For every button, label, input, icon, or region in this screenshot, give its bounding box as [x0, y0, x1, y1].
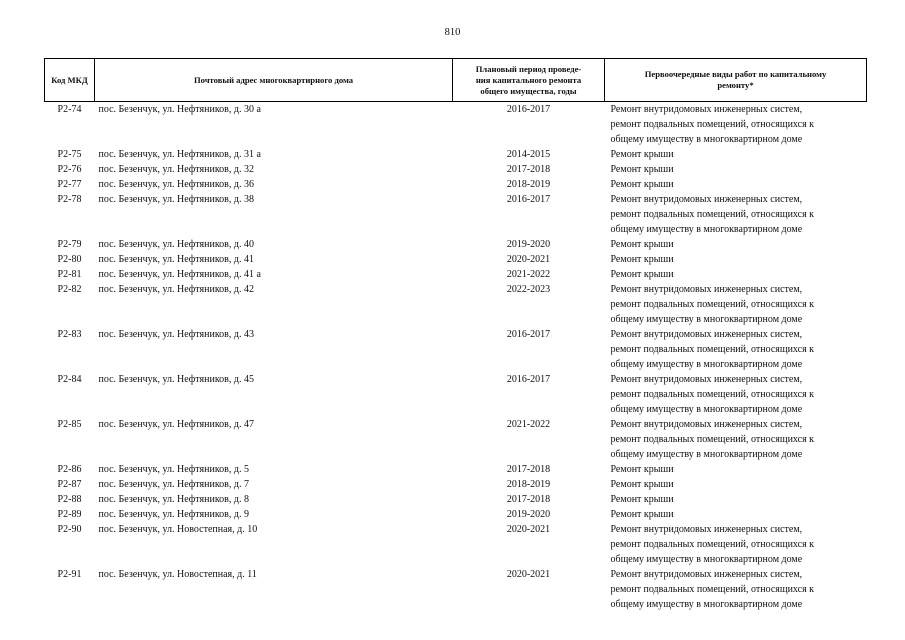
row-address: пос. Безенчук, ул. Нефтяников, д. 40	[98, 239, 254, 250]
row-code: Р2-85	[57, 419, 82, 430]
row-address: пос. Безенчук, ул. Нефтяников, д. 30 а	[98, 104, 261, 115]
row-code: Р2-74	[57, 104, 82, 115]
row-code: Р2-76	[57, 164, 82, 175]
row-code: Р2-86	[57, 464, 82, 475]
row-code: Р2-82	[57, 284, 82, 295]
table-row	[45, 522, 867, 567]
row-period: 2018-2019	[506, 179, 551, 190]
row-address: пос. Безенчук, ул. Новостепная, д. 10	[98, 524, 258, 535]
row-address: пос. Безенчук, ул. Новостепная, д. 11	[98, 569, 257, 580]
row-works: Ремонт крыши	[610, 494, 674, 505]
row-period: 2022-2023	[506, 284, 551, 295]
row-period: 2014-2015	[506, 149, 551, 160]
table-row	[45, 192, 867, 237]
table-row	[45, 327, 867, 372]
row-code: Р2-75	[57, 149, 82, 160]
row-works: Ремонт крыши	[610, 149, 674, 160]
row-works: Ремонт внутридомовых инженерных систем, ремонт подвальных помещений, относящихся к общему имуществу в многоквартирном доме	[610, 419, 815, 460]
table-row	[45, 507, 867, 522]
table-row	[45, 282, 867, 327]
row-address: пос. Безенчук, ул. Нефтяников, д. 42	[98, 284, 254, 295]
header-address: Почтовый адрес многоквартирного дома	[95, 59, 453, 102]
row-works: Ремонт крыши	[610, 164, 674, 175]
row-works: Ремонт внутридомовых инженерных систем, ремонт подвальных помещений, относящихся к общему имуществу в многоквартирном доме	[610, 374, 815, 415]
row-works: Ремонт крыши	[610, 479, 674, 490]
row-works: Ремонт крыши	[610, 179, 674, 190]
row-period: 2016-2017	[506, 194, 551, 205]
table-header	[45, 59, 867, 102]
table-row	[45, 417, 867, 462]
row-code: Р2-88	[57, 494, 82, 505]
row-address: пос. Безенчук, ул. Нефтяников, д. 5	[98, 464, 249, 475]
table-row	[45, 492, 867, 507]
table-row	[45, 252, 867, 267]
row-period: 2019-2020	[506, 239, 551, 250]
row-works: Ремонт внутридомовых инженерных систем, ремонт подвальных помещений, относящихся к общему имуществу в многоквартирном доме	[610, 569, 815, 610]
row-period: 2016-2017	[506, 374, 551, 385]
page-number: 810	[444, 27, 461, 38]
row-works: Ремонт внутридомовых инженерных систем, ремонт подвальных помещений, относящихся к общему имуществу в многоквартирном доме	[610, 524, 815, 565]
row-code: Р2-89	[57, 509, 82, 520]
row-code: Р2-83	[57, 329, 82, 340]
row-code: Р2-77	[57, 179, 82, 190]
table-body	[45, 102, 867, 613]
table-row	[45, 462, 867, 477]
row-period: 2020-2021	[506, 524, 551, 535]
header-code: Код МКД	[45, 59, 95, 102]
table-row	[45, 147, 867, 162]
row-period: 2021-2022	[506, 419, 551, 430]
row-works: Ремонт внутридомовых инженерных систем, ремонт подвальных помещений, относящихся к общему имуществу в многоквартирном доме	[610, 284, 815, 325]
row-code: Р2-78	[57, 194, 82, 205]
row-address: пос. Безенчук, ул. Нефтяников, д. 43	[98, 329, 254, 340]
table-row	[45, 267, 867, 282]
row-works: Ремонт крыши	[610, 269, 674, 280]
row-period: 2016-2017	[506, 329, 551, 340]
row-works: Ремонт крыши	[610, 254, 674, 265]
row-period: 2017-2018	[506, 164, 551, 175]
row-period: 2021-2022	[506, 269, 551, 280]
row-address: пос. Безенчук, ул. Нефтяников, д. 32	[98, 164, 254, 175]
row-code: Р2-81	[57, 269, 82, 280]
row-code: Р2-90	[57, 524, 82, 535]
table-row	[45, 567, 867, 612]
table-row	[45, 102, 867, 148]
row-period: 2017-2018	[506, 464, 551, 475]
row-address: пос. Безенчук, ул. Нефтяников, д. 41 а	[98, 269, 261, 280]
table-row	[45, 162, 867, 177]
row-address: пос. Безенчук, ул. Нефтяников, д. 7	[98, 479, 249, 490]
row-works: Ремонт крыши	[610, 509, 674, 520]
row-address: пос. Безенчук, ул. Нефтяников, д. 31 а	[98, 149, 261, 160]
row-code: Р2-87	[57, 479, 82, 490]
row-works: Ремонт крыши	[610, 464, 674, 475]
table-row	[45, 177, 867, 192]
table-row	[45, 237, 867, 252]
row-period: 2016-2017	[506, 104, 551, 115]
row-address: пос. Безенчук, ул. Нефтяников, д. 47	[98, 419, 254, 430]
row-code: Р2-80	[57, 254, 82, 265]
row-period: 2018-2019	[506, 479, 551, 490]
row-works: Ремонт внутридомовых инженерных систем, ремонт подвальных помещений, относящихся к общему имуществу в многоквартирном доме	[610, 194, 815, 235]
row-address: пос. Безенчук, ул. Нефтяников, д. 38	[98, 194, 254, 205]
row-period: 2019-2020	[506, 509, 551, 520]
row-works: Ремонт внутридомовых инженерных систем, ремонт подвальных помещений, относящихся к общему имуществу в многоквартирном доме	[610, 329, 815, 370]
row-period: 2020-2021	[506, 569, 551, 580]
row-address: пос. Безенчук, ул. Нефтяников, д. 9	[98, 509, 249, 520]
row-address: пос. Безенчук, ул. Нефтяников, д. 8	[98, 494, 249, 505]
header-period: Плановый период проведе- ния капитального ремонта общего имущества, годы	[453, 59, 605, 102]
row-address: пос. Безенчук, ул. Нефтяников, д. 41	[98, 254, 254, 265]
row-code: Р2-79	[57, 239, 82, 250]
row-address: пос. Безенчук, ул. Нефтяников, д. 45	[98, 374, 254, 385]
row-period: 2017-2018	[506, 494, 551, 505]
header-works: Первоочередные виды работ по капитальному ремонту*	[605, 59, 867, 102]
row-works: Ремонт крыши	[610, 239, 674, 250]
row-works: Ремонт внутридомовых инженерных систем, ремонт подвальных помещений, относящихся к общему имуществу в многоквартирном доме	[610, 104, 815, 145]
capital-repair-table	[44, 58, 867, 612]
table-row	[45, 372, 867, 417]
row-code: Р2-91	[57, 569, 82, 580]
row-period: 2020-2021	[506, 254, 551, 265]
table-row	[45, 477, 867, 492]
row-code: Р2-84	[57, 374, 82, 385]
row-address: пос. Безенчук, ул. Нефтяников, д. 36	[98, 179, 254, 190]
